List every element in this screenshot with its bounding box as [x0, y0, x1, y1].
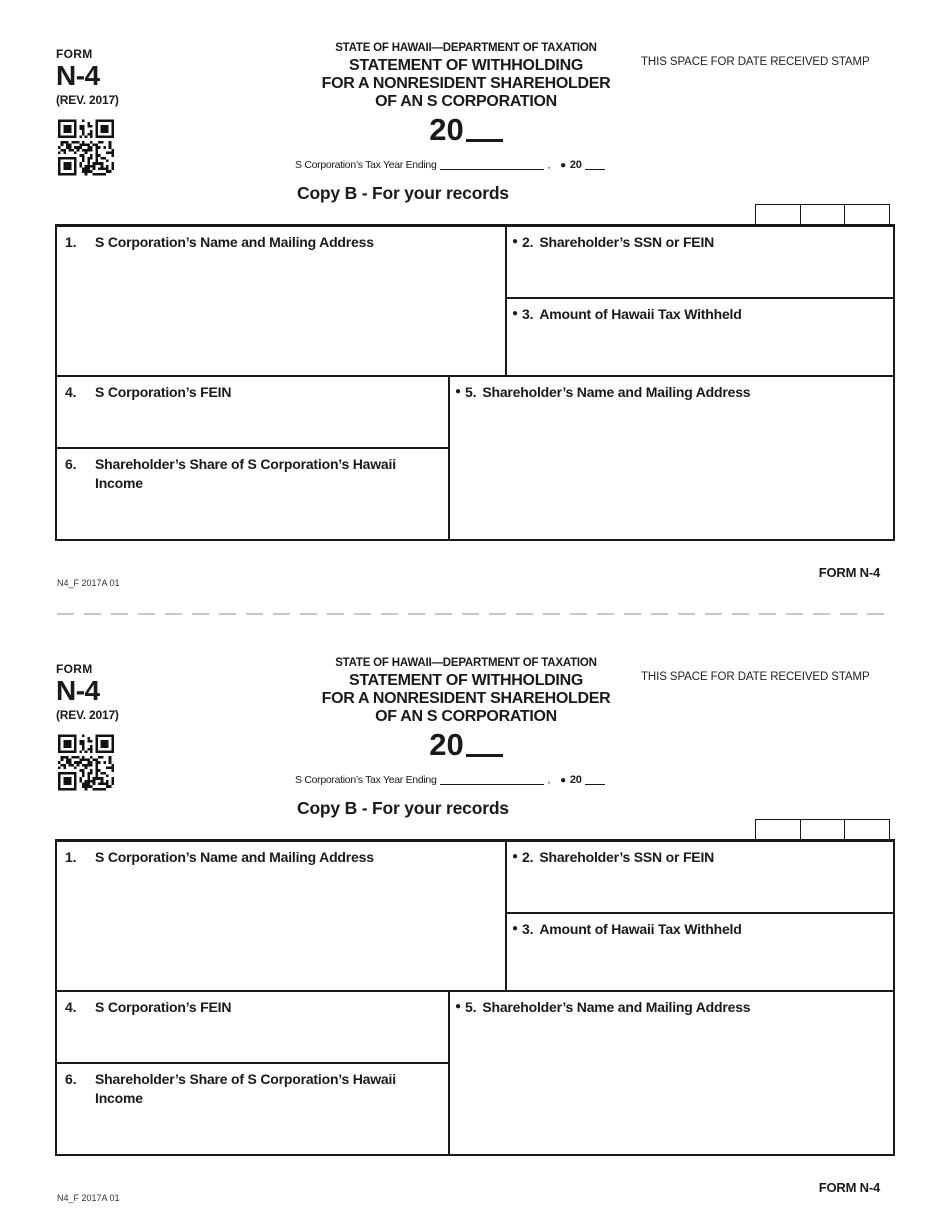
form-code-footer: N4_F 2017A 01: [57, 578, 120, 588]
form-name-footer: FORM N-4: [818, 565, 880, 580]
bullet-icon: ●: [512, 236, 519, 247]
field-6-shareholder-share-hawaii-income[interactable]: [57, 1064, 448, 1154]
year-prefix: 20: [429, 112, 464, 147]
form-title-line-2: FOR A NONRESIDENT SHAREHOLDER: [321, 690, 611, 707]
year-prefix: 20: [429, 727, 464, 762]
office-use-box-1[interactable]: [755, 204, 801, 225]
field-4-s-corporation-fein[interactable]: [57, 992, 448, 1062]
tax-year-ending-label: S Corporation’s Tax Year Ending: [295, 774, 437, 786]
bullet-icon: ●: [560, 160, 566, 171]
field-number: 2.: [522, 849, 534, 865]
form-number: N-4: [56, 60, 100, 91]
field-number: 4.: [65, 384, 77, 400]
field-number: 4.: [65, 999, 77, 1015]
form-word: FORM: [56, 662, 93, 676]
tax-year-yy-input[interactable]: [585, 783, 605, 785]
field-number: 1.: [65, 849, 77, 865]
field-label: Shareholder’s SSN or FEIN: [539, 234, 715, 250]
agency-name: STATE OF HAWAII—DEPARTMENT OF TAXATION: [335, 42, 597, 54]
form-name-footer: FORM N-4: [818, 1180, 880, 1195]
form-title-line-3: OF AN S CORPORATION: [375, 93, 557, 110]
comma-text: ,: [547, 774, 551, 786]
form-word: FORM: [56, 47, 93, 61]
form-revision: (REV. 2017): [56, 93, 119, 107]
form-number: N-4: [56, 675, 100, 706]
field-heading: [65, 455, 440, 493]
tax-year-yy-prefix: 20: [569, 774, 582, 786]
field-number: 1.: [65, 234, 77, 250]
bullet-icon: ●: [512, 923, 519, 934]
field-5-shareholder-name-address[interactable]: [450, 377, 891, 539]
agency-name: STATE OF HAWAII—DEPARTMENT OF TAXATION: [335, 657, 597, 669]
form-id-block: [56, 48, 119, 106]
field-number: 5.: [465, 999, 477, 1015]
form-title-line-2: FOR A NONRESIDENT SHAREHOLDER: [321, 75, 611, 92]
tax-year-ending-line: [295, 159, 605, 171]
bullet-icon: ●: [455, 386, 462, 397]
bullet-icon: ●: [512, 308, 519, 319]
office-use-box-2[interactable]: [800, 819, 846, 840]
field-number: 6.: [65, 456, 77, 472]
field-number: 6.: [65, 1071, 77, 1087]
field-heading: [455, 383, 883, 402]
field-heading: [65, 383, 440, 402]
office-use-box-1[interactable]: [755, 819, 801, 840]
field-heading: [455, 998, 883, 1017]
field-4-s-corporation-fein[interactable]: [57, 377, 448, 447]
bullet-icon: ●: [512, 851, 519, 862]
form-code-footer: N4_F 2017A 01: [57, 1193, 120, 1203]
withholding-table: [55, 839, 895, 1156]
office-use-boxes: [755, 819, 890, 840]
field-number: 3.: [522, 921, 534, 937]
title-block: [296, 42, 636, 145]
field-number: 5.: [465, 384, 477, 400]
field-heading: [65, 233, 497, 252]
tax-year-yy-prefix: 20: [569, 159, 582, 171]
office-use-box-3[interactable]: [844, 204, 890, 225]
field-heading: [512, 848, 883, 867]
form-copy: [0, 615, 950, 1230]
bullet-icon: ●: [455, 1001, 462, 1012]
qr-code-icon: [58, 119, 114, 176]
bullet-icon: ●: [560, 775, 566, 786]
copy-designation: Copy B - For your records: [297, 798, 509, 818]
tax-year-field: [296, 112, 636, 147]
copy-designation: Copy B - For your records: [297, 183, 509, 203]
field-label: S Corporation’s Name and Mailing Address: [95, 234, 374, 250]
field-label: Shareholder’s Name and Mailing Address: [482, 999, 751, 1015]
comma-text: ,: [547, 159, 551, 171]
tax-year-ending-label: S Corporation’s Tax Year Ending: [295, 159, 437, 171]
qr-code-icon: [58, 734, 114, 791]
field-1-s-corporation-name-address[interactable]: [57, 842, 505, 990]
form-revision: (REV. 2017): [56, 708, 119, 722]
field-label: S Corporation’s FEIN: [95, 999, 232, 1015]
field-3-amount-hawaii-tax-withheld[interactable]: [507, 299, 891, 375]
field-label: S Corporation’s FEIN: [95, 384, 232, 400]
tax-year-field: [296, 727, 636, 762]
tax-year-yy-input[interactable]: [585, 168, 605, 170]
field-number: 3.: [522, 306, 534, 322]
tax-year-ending-input[interactable]: [440, 783, 544, 785]
field-label: Shareholder’s Share of S Corporation’s Hawaii Income: [95, 456, 396, 491]
field-heading: [65, 1070, 440, 1108]
field-heading: [65, 998, 440, 1017]
tax-year-ending-line: [295, 774, 605, 786]
office-use-box-3[interactable]: [844, 819, 890, 840]
form-id-block: [56, 663, 119, 721]
field-label: Amount of Hawaii Tax Withheld: [539, 306, 742, 322]
field-label: Amount of Hawaii Tax Withheld: [539, 921, 742, 937]
year-blank-input[interactable]: [466, 137, 503, 142]
date-received-stamp-note: THIS SPACE FOR DATE RECEIVED STAMP: [641, 671, 870, 683]
field-5-shareholder-name-address[interactable]: [450, 992, 891, 1154]
office-use-boxes: [755, 204, 890, 225]
office-use-box-2[interactable]: [800, 204, 846, 225]
field-3-amount-hawaii-tax-withheld[interactable]: [507, 914, 891, 990]
field-heading: [65, 848, 497, 867]
field-1-s-corporation-name-address[interactable]: [57, 227, 505, 375]
field-label: Shareholder’s Share of S Corporation’s Hawaii Income: [95, 1071, 396, 1106]
withholding-table: [55, 224, 895, 541]
field-heading: [512, 920, 883, 939]
field-label: S Corporation’s Name and Mailing Address: [95, 849, 374, 865]
field-heading: [512, 305, 883, 324]
date-received-stamp-note: THIS SPACE FOR DATE RECEIVED STAMP: [641, 56, 870, 68]
form-title-line-1: STATEMENT OF WITHHOLDING: [349, 57, 583, 74]
form-title-line-1: STATEMENT OF WITHHOLDING: [349, 672, 583, 689]
field-number: 2.: [522, 234, 534, 250]
title-block: [296, 657, 636, 760]
field-label: Shareholder’s SSN or FEIN: [539, 849, 715, 865]
field-heading: [512, 233, 883, 252]
tax-year-ending-input[interactable]: [440, 168, 544, 170]
field-label: Shareholder’s Name and Mailing Address: [482, 384, 751, 400]
form-title-line-3: OF AN S CORPORATION: [375, 708, 557, 725]
field-6-shareholder-share-hawaii-income[interactable]: [57, 449, 448, 539]
field-2-shareholder-ssn-fein[interactable]: [507, 227, 891, 297]
field-2-shareholder-ssn-fein[interactable]: [507, 842, 891, 912]
year-blank-input[interactable]: [466, 752, 503, 757]
